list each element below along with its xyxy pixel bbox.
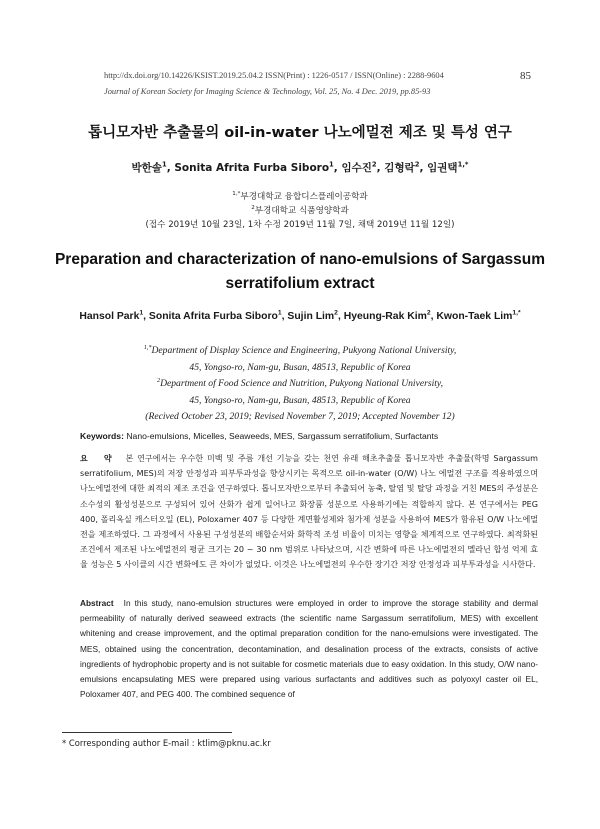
author-name: 박한솔 <box>131 162 162 174</box>
affiliation-line <box>0 393 600 410</box>
doi-issn-line[interactable]: http://dx.doi.org/10.14226/KSIST.2019.25.04.2 ISSN(Print) : 1226-0517 / ISSN(Online) : 2288-9604 <box>104 71 444 80</box>
journal-citation: Journal of Korean Society for Imaging Science & Technology, Vol. 25, No. 4 Dec. 2019, pp.85-93 <box>104 87 431 96</box>
affiliation-text: 부경대학교 융합디스플레이공학과 <box>240 192 368 202</box>
affiliation-text: 45, Yongso-ro, Nam-gu, Busan, 48513, Republic of Korea <box>189 361 411 373</box>
author-superscript: 1 <box>277 309 282 317</box>
corresponding-author-footnote[interactable]: * Corresponding author E-mail : ktlim@pknu.ac.kr <box>62 738 271 748</box>
korean-authors: 박한솔$^1$, Sonita Afrita Furba Siboro$^1$, 임수진$^2$, 김형락$^2$, 임권택$^{1,*}$ <box>131 160 469 174</box>
english-title-line: serratifolium extract <box>225 275 375 292</box>
author-superscript: 2 <box>334 309 338 317</box>
author-superscript: 1 <box>139 309 144 317</box>
affiliation-text: Department of Display Science and Engineering, Pukyong National University, <box>151 345 457 356</box>
author-name: Kwon-Taek Lim <box>436 311 513 322</box>
english-affiliations <box>0 343 600 426</box>
english-title-line: Preparation and characterization of nano-emulsions of Sargassum <box>54 251 546 268</box>
korean-title: 톱니모자반 추출물의 oil-in-water 나노에멀젼 제조 및 특성 연구 <box>88 125 512 141</box>
submission-dates: (접수 2019년 10월 23일, 1차 수정 2019년 11월 7일, 채택 2019년 11월 12일) <box>145 220 455 230</box>
author-name: 임수진 <box>341 162 372 174</box>
submission-dates-english <box>0 409 600 426</box>
affiliation-line <box>0 360 600 377</box>
english-authors: Hansol Park$^1$, Sonita Afrita Furba Siboro$^1$, Sujin Lim$^2$, Hyeung-Rak Kim$^2$, Kwon-Taek Lim$^{1,*}$ <box>79 309 521 322</box>
author-name: Hansol Park <box>79 311 140 322</box>
affiliation-superscript: 2 <box>251 205 255 212</box>
korean-affiliations <box>0 190 600 232</box>
author-name: 김형락 <box>384 162 415 174</box>
korean-abstract-text: 본 연구에서는 우수한 미백 및 주름 개선 기능을 갖는 천연 유래 해초추출물 톱니모자반 추출물(학명 Sargassum serratifolium, MES)의 저장 안정성과 피부투과성을 향상시키는 목적으로 oil-in-water (O/W) 나노 에멀젼 구조를 적용하였으며 나노에멀젼에 대한 최적의 제조 조건을 연구하였다. 톱니모자반으로부터 추출되어 농축, 탈염 및 탈당 과정을 거친 MES의 주성분은 소수성의 활성성분으로 구성되어 있어 산화가 쉽게 일어나고 화장품 성분으로 사용하기에는 적합하지 않다. 본 연구에서는 PEG 400, 폴리옥실 캐스터오일 (EL), Poloxamer 407 등 다양한 계면활성제와 첨가제 성분을 사용하여 MES가 함유된 O/W 나노에멀젼을 제조하였다. 그 과정에서 사용된 구성성분의 배합순서와 화학적 조성 비율이 미치는 영향을 체계적으로 연구하였다. 최적화된 조건에서 제조된 나노에멀젼의 평균 크기는 20 ~ 30 nm 범위로 나타났으며, 시간 변화에 따른 나노에멀젼의 멜라닌 합성 억제 효율 성능은 5 사이클의 시간 변화에도 큰 차이가 없었다. 이것은 나노에멀젼의 우수한 장기간 저장 안정성과 피부투과성을 시사한다. <box>80 454 538 570</box>
page-number: 85 <box>520 70 531 82</box>
korean-abstract-label: 요 약 <box>80 454 118 463</box>
affiliation-line <box>0 204 600 218</box>
english-abstract-label: Abstract <box>80 598 114 608</box>
author-superscript: 1 <box>329 160 334 169</box>
affiliation-text: Department of Food Science and Nutrition, Pukyong National University, <box>160 378 444 390</box>
author-superscript: 1,* <box>457 160 469 169</box>
author-name: Sonita Afrita Furba Siboro <box>174 162 330 174</box>
author-superscript: 1 <box>161 160 167 169</box>
affiliation-text: (Recived October 23, 2019; Revised November 7, 2019; Accepted November 12) <box>145 411 455 423</box>
author-superscript: 1,* <box>512 309 521 317</box>
keywords-label: Keywords: <box>80 431 124 441</box>
author-name: Sonita Afrita Furba Siboro <box>148 311 278 322</box>
author-superscript: 2 <box>371 160 377 169</box>
keywords-text: Nano-emulsions, Micelles, Seaweeds, MES, Sargassum serratifolium, Surfactants <box>126 431 439 441</box>
affiliation-text: 45, Yongso-ro, Nam-gu, Busan, 48513, Republic of Korea <box>189 394 411 406</box>
author-name: Sujin Lim <box>287 311 335 322</box>
english-abstract <box>80 596 538 702</box>
author-superscript: 2 <box>426 309 431 317</box>
english-title <box>40 248 560 296</box>
author-name: 임권택 <box>427 162 458 174</box>
affiliation-line <box>0 190 600 204</box>
affiliation-line <box>0 376 600 393</box>
affiliation-superscript: 1,* <box>232 191 241 198</box>
author-superscript: 2 <box>414 160 420 169</box>
korean-abstract <box>80 451 538 573</box>
author-name: Hyeung-Rak Kim <box>343 311 427 322</box>
footnote-divider <box>62 732 232 733</box>
affiliation-text: 부경대학교 식품영양학과 <box>254 206 349 216</box>
english-abstract-text: In this study, nano-emulsion structures were employed in order to improve the storage stability and dermal permeability of naturally derived seaweed extracts (the scientific name Sargassum serratifolium, MES) with excellent whitening and crease improvement, and the optimal preparation condition for the nano-emulsions were investigated. The MES, obtained using the concentration, decontamination, and desalination process of the extracts, consists of active ingredients of hydrophobic property and is not suitable for cosmetic materials due to easy oxidation. In this study, O/W nano-emulsions encapsulating MES were prepared using various surfactants and additives such as polyoxyl caster oil EL, Poloxamer 407, and PEG 400. The combined sequence of <box>80 598 538 700</box>
affiliation-superscript: 1,* <box>143 343 152 351</box>
affiliation-line <box>0 343 600 360</box>
affiliation-superscript: 2 <box>156 377 161 384</box>
keywords-line <box>80 431 540 441</box>
